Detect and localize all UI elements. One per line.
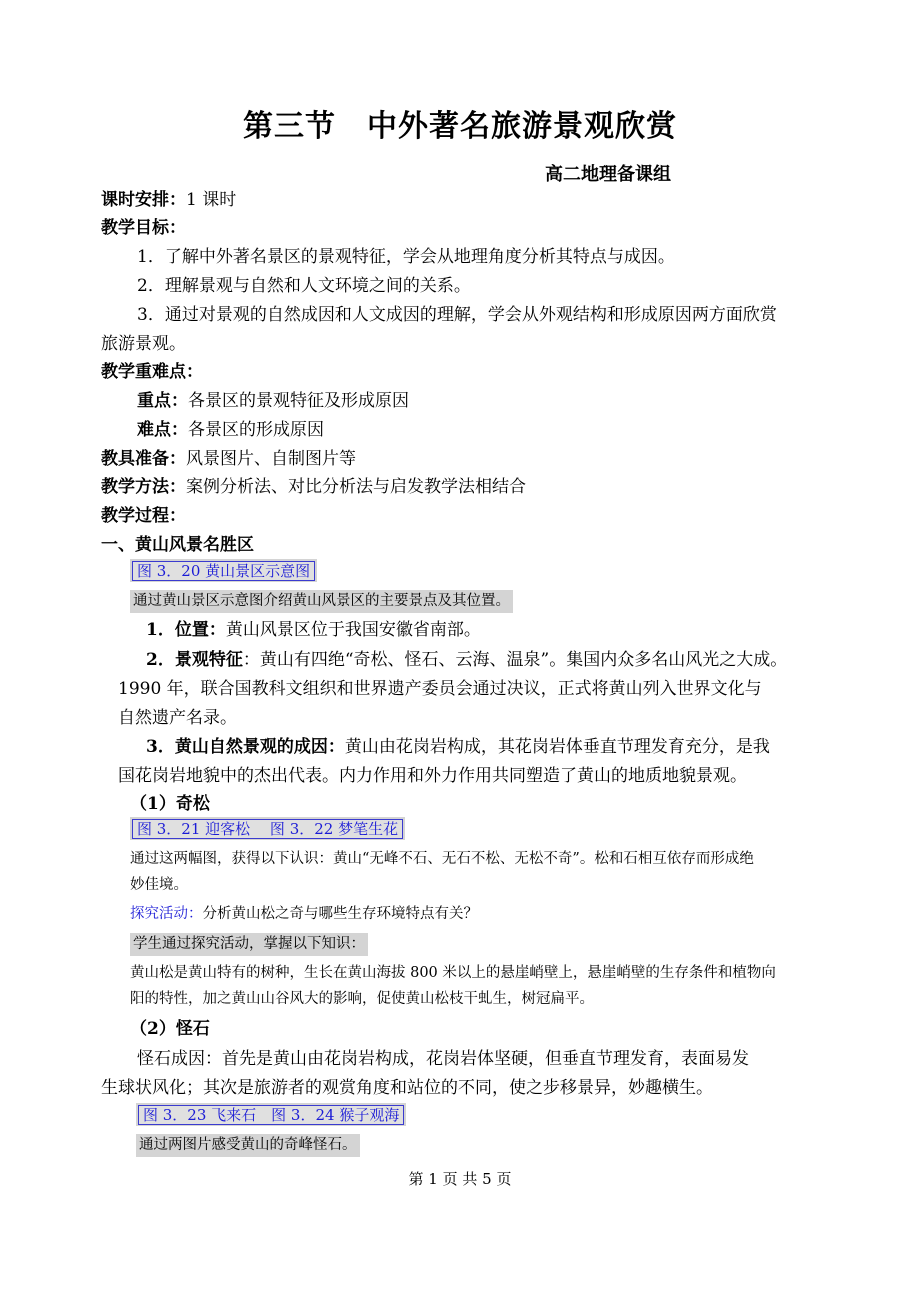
pine-text-1: 黄山松是黄山特有的树种，生长在黄山海拔 800 米以上的悬崖峭壁上，悬崖峭壁的生存条件和植物向 — [130, 965, 776, 981]
pine-note-2: 妙佳境。 — [130, 877, 188, 893]
feature-row — [146, 647, 787, 674]
cause-text-1: 黄山由花岗岩构成，其花岗岩体垂直节理发育充分，是我 — [344, 737, 770, 757]
explore-value: 分析黄山松之奇与哪些生存环境特点有关？ — [202, 906, 478, 922]
stone-heading: （2）怪石 — [130, 1019, 210, 1039]
figure-caption-3-21-22 — [130, 817, 405, 840]
goal-item-3: 3．通过对景观的自然成因和人文成因的理解，学会从外观结构和形成原因两方面欣赏 — [137, 305, 777, 325]
figure-caption-3-23-24 — [136, 1103, 406, 1126]
pine-text-2: 阳的特性，加之黄山山谷风大的影响，促使黄山松枝干虬生，树冠扁平。 — [130, 991, 594, 1007]
section-heading-huangshan: 一、黄山风景名胜区 — [101, 535, 254, 555]
figure-note-3-20: 通过黄山景区示意图介绍黄山风景区的主要景点及其位置。 — [130, 590, 513, 613]
figure-link-3-23-24[interactable]: 图 3．23 飞来石 图 3．24 猴子观海 — [138, 1105, 404, 1125]
feature-text-2: 1990 年，联合国教科文组织和世界遗产委员会通过决议，正式将黄山列入世界文化与 — [118, 679, 762, 699]
figure-note-3-23-24: 通过两图片感受黄山的奇峰怪石。 — [136, 1134, 360, 1157]
goals-heading: 教学目标： — [101, 218, 186, 238]
explore-label: 探究活动： — [130, 906, 203, 922]
page-title: 第三节 中外著名旅游景观欣赏 — [243, 109, 677, 144]
key-label: 重点： — [137, 391, 188, 411]
author-line: 高二地理备课组 — [545, 164, 671, 185]
difficult-label: 难点： — [137, 420, 188, 440]
difficult-point-row — [137, 417, 324, 444]
figure-link-3-21-22[interactable]: 图 3．21 迎客松 图 3．22 梦笔生花 — [132, 819, 403, 839]
location-label: 1．位置： — [146, 620, 226, 640]
explore-note: 学生通过探究活动，掌握以下知识： — [130, 933, 368, 956]
cause-text-2: 国花岗岩地貌中的杰出代表。内力作用和外力作用共同塑造了黄山的地质地貌景观。 — [118, 766, 747, 786]
schedule-row — [101, 187, 236, 214]
cause-row — [146, 734, 770, 761]
pine-heading: （1）奇松 — [130, 794, 210, 814]
difficult-value: 各景区的形成原因 — [188, 420, 324, 440]
goal-item-1: 1．了解中外著名景区的景观特征，学会从地理角度分析其特点与成因。 — [137, 247, 675, 267]
feature-text-3: 自然遗产名录。 — [118, 708, 237, 728]
goal-item-3-cont: 旅游景观。 — [101, 334, 186, 354]
method-label: 教学方法： — [101, 477, 186, 497]
tools-label: 教具准备： — [101, 449, 186, 469]
tools-value: 风景图片、自制图片等 — [186, 449, 356, 469]
stone-text-2: 生球状风化；其次是旅游者的观赏角度和站位的不同，使之步移景异，妙趣横生。 — [101, 1078, 713, 1098]
tools-row — [101, 446, 356, 473]
key-value: 各景区的景观特征及形成原因 — [188, 391, 409, 411]
schedule-label: 课时安排： — [101, 190, 186, 210]
page-footer: 第 1 页 共 5 页 — [408, 1170, 512, 1188]
schedule-value: 1 课时 — [186, 190, 237, 210]
cause-label: 3．黄山自然景观的成因： — [146, 737, 345, 757]
figure-link-3-20[interactable]: 图 3．20 黄山景区示意图 — [132, 561, 315, 581]
stone-text-1: 怪石成因：首先是黄山由花岗岩构成，花岗岩体坚硬，但垂直节理发育，表面易发 — [137, 1049, 749, 1069]
key-point-row — [137, 388, 409, 415]
method-row — [101, 474, 526, 501]
location-row — [146, 617, 481, 644]
explore-row — [130, 903, 478, 926]
feature-label: 2．景观特征 — [146, 650, 243, 670]
method-value: 案例分析法、对比分析法与启发教学法相结合 — [186, 477, 526, 497]
feature-text-1: ：黄山有四绝“奇松、怪石、云海、温泉”。集国内众多名山风光之大成。 — [242, 650, 788, 670]
location-value: 黄山风景区位于我国安徽省南部。 — [225, 620, 481, 640]
pine-note-1: 通过这两幅图，获得以下认识：黄山“无峰不石、无石不松、无松不奇”。松和石相互依存而形成绝 — [130, 851, 754, 867]
goal-item-2: 2．理解景观与自然和人文环境之间的关系。 — [137, 276, 471, 296]
figure-caption-3-20 — [130, 559, 317, 582]
keypoints-heading: 教学重难点： — [101, 362, 203, 382]
process-heading: 教学过程： — [101, 506, 186, 526]
